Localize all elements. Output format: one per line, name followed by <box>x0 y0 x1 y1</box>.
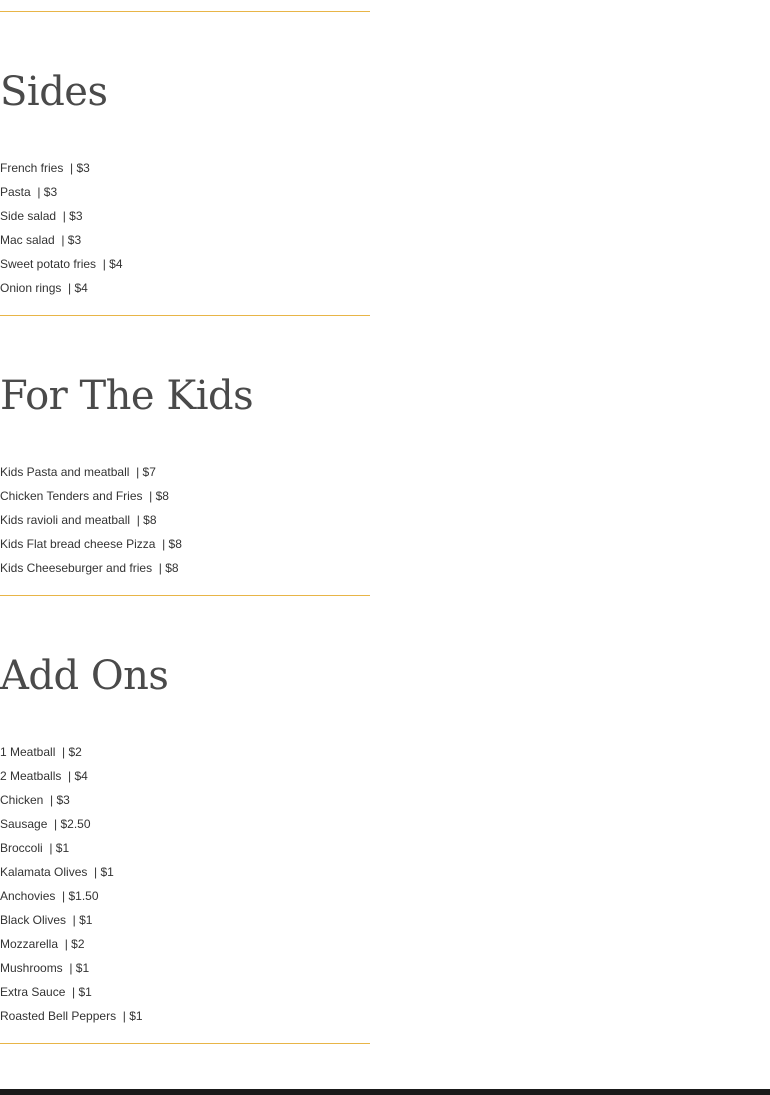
footer-bar <box>0 1089 770 1095</box>
menu-item: Chicken | $3 <box>0 793 70 807</box>
menu-item-list-addons <box>0 740 143 1028</box>
menu-item: Mac salad | $3 <box>0 233 82 247</box>
menu-item: Roasted Bell Peppers | $1 <box>0 1009 143 1023</box>
menu-item: 1 Meatball | $2 <box>0 745 82 759</box>
section-title-kids: For The Kids <box>0 373 254 419</box>
menu-item: 2 Meatballs | $4 <box>0 769 88 783</box>
menu-item: French fries | $3 <box>0 161 90 175</box>
section-divider <box>0 315 370 316</box>
menu-item: Onion rings | $4 <box>0 281 88 295</box>
section-title-sides: Sides <box>0 69 108 115</box>
menu-item: Pasta | $3 <box>0 185 58 199</box>
menu-item: Anchovies | $1.50 <box>0 889 99 903</box>
menu-item: Chicken Tenders and Fries | $8 <box>0 489 169 503</box>
menu-item: Kids Pasta and meatball | $7 <box>0 465 156 479</box>
menu-item: Kids ravioli and meatball | $8 <box>0 513 157 527</box>
section-divider <box>0 11 370 12</box>
menu-item: Kids Flat bread cheese Pizza | $8 <box>0 537 182 551</box>
menu-item: Extra Sauce | $1 <box>0 985 92 999</box>
menu-item-list-sides <box>0 156 123 300</box>
section-divider <box>0 595 370 596</box>
menu-item: Kids Cheeseburger and fries | $8 <box>0 561 179 575</box>
menu-item: Mozzarella | $2 <box>0 937 85 951</box>
menu-item: Black Olives | $1 <box>0 913 93 927</box>
menu-item: Broccoli | $1 <box>0 841 70 855</box>
section-divider <box>0 1043 370 1044</box>
section-title-addons: Add Ons <box>0 653 169 699</box>
menu-item: Sweet potato fries | $4 <box>0 257 123 271</box>
menu-item: Kalamata Olives | $1 <box>0 865 114 879</box>
menu-item: Sausage | $2.50 <box>0 817 91 831</box>
menu-item-list-kids <box>0 460 182 580</box>
menu-item: Side salad | $3 <box>0 209 83 223</box>
menu-item: Mushrooms | $1 <box>0 961 90 975</box>
